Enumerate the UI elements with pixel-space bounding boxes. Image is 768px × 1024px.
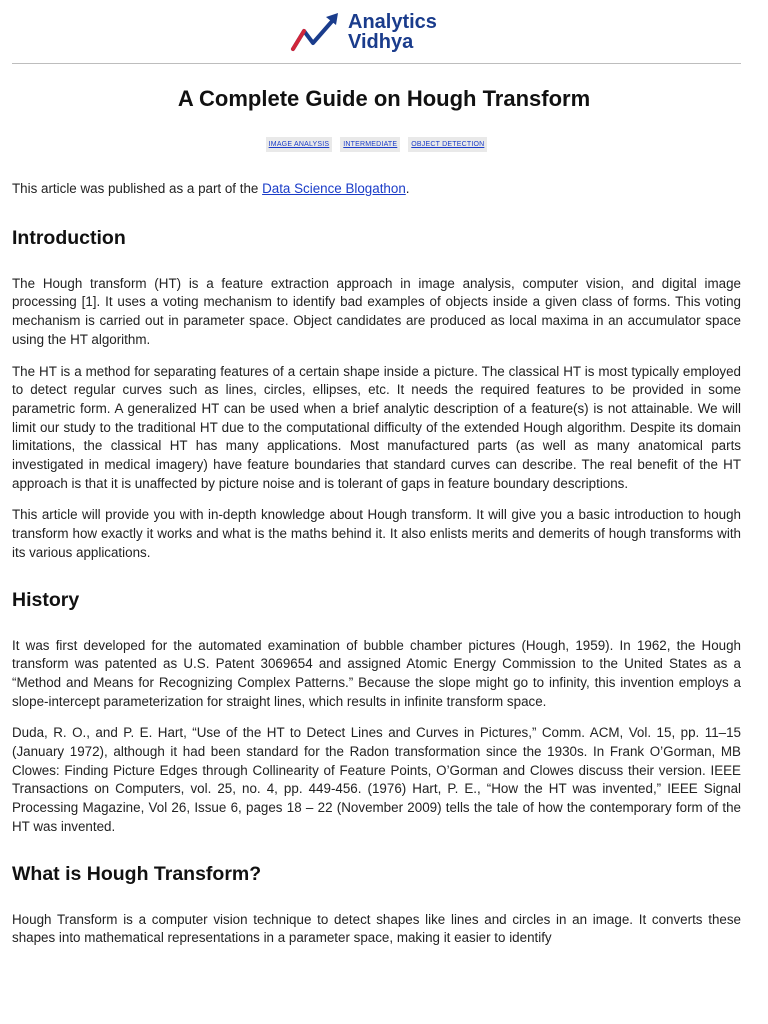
analytics-vidhya-logo-icon [290, 11, 342, 53]
article-title: A Complete Guide on Hough Transform [177, 86, 591, 111]
history-paragraph-2: Duda, R. O., and P. E. Hart, “Use of the HT to Detect Lines and Curves in Pictures,” Comm. ACM, Vol. 15, pp. 11–15 (January 1972), although it had been standard for the Radon transformation since the 1930s. In Frank O’Gorman, MB Clowes: Finding Picture Edges through Collinearity of Feature Points, O’Gorman and Clowes discuss their version. IEEE Transactions on Computers, vol. 25, no. 4, pp. 449-456. (1976) Hart, P. E., “How the HT was invented,” IEEE Signal Processing Magazine, Vol 26, Issue 6, pages 18 – 22 (November 2009) tells the tale of how the contemporary form of the HT was invented. [12, 725, 741, 834]
brand-line-1: Analytics [348, 11, 437, 33]
brand-line-2: Vidhya [348, 31, 414, 53]
section-heading-what-is: What is Hough Transform? [12, 862, 262, 885]
section-heading-introduction: Introduction [12, 226, 126, 249]
intro-paragraph-1: The Hough transform (HT) is a feature extraction approach in image analysis, computer vision, and digital image processing [1]. It uses a voting mechanism to identify bad examples of objects inside a given class of forms. This voting mechanism is carried out in parameter space. Object candidates are produced as local maxima in an accumulator space using the HT algorithm. [12, 275, 741, 347]
brand-wordmark [348, 12, 437, 52]
blogathon-link[interactable]: Data Science Blogathon [262, 181, 406, 196]
article-body [12, 180, 741, 948]
header-divider [12, 63, 741, 64]
history-paragraph-1: It was first developed for the automated examination of bubble chamber pictures (Hough, 1959). In 1962, the Hough transform was patented as U.S. Patent 3069654 and assigned Atomic Energy Commission to the United States as a “Method and Means for Recognizing Complex Patterns.” Because the slope might go to infinity, this invention employs a slope-intercept parameterization for straight lines, which results in infinite transform space. [12, 637, 741, 709]
brand-logo[interactable] [290, 8, 437, 56]
section-heading-history: History [12, 588, 80, 611]
tag-image-analysis[interactable]: IMAGE ANALYSIS [266, 137, 333, 152]
published-prefix: This article was published as a part of the [12, 181, 263, 196]
site-header [0, 0, 768, 62]
what-is-paragraph-1: Hough Transform is a computer vision technique to detect shapes like lines and circles in an image. It converts these shapes into mathematical representations in a parameter space, making it easier to identify [12, 911, 741, 946]
intro-paragraph-2: The HT is a method for separating features of a certain shape inside a picture. The classical HT is most typically employed to detect regular curves such as lines, circles, ellipses, etc. It needs the required features to be provided in some parametric form. A generalized HT can be used when a brief analytic description of a feature(s) is not attainable. We will limit our study to the traditional HT due to the computational difficulty of the extended Hough algorithm. Despite its domain limitations, the classical HT has many applications. Most manufactured parts (as well as many anatomical parts investigated in medical imagery) have feature boundaries that standard curves can describe. The real benefit of the HT approach is that it is unaffected by picture noise and is tolerant of gaps in feature boundary descriptions. [12, 363, 741, 491]
intro-paragraph-3: This article will provide you with in-depth knowledge about Hough transform. It will give you a basic introduction to hough transform how exactly it works and what is the maths behind it. It also enlists merits and demerits of hough transforms with its various applications. [12, 507, 741, 560]
tag-intermediate[interactable]: INTERMEDIATE [340, 137, 400, 152]
tag-object-detection[interactable]: OBJECT DETECTION [408, 137, 487, 152]
published-note [12, 180, 741, 199]
published-suffix: . [405, 181, 410, 196]
article-tags [0, 137, 753, 152]
